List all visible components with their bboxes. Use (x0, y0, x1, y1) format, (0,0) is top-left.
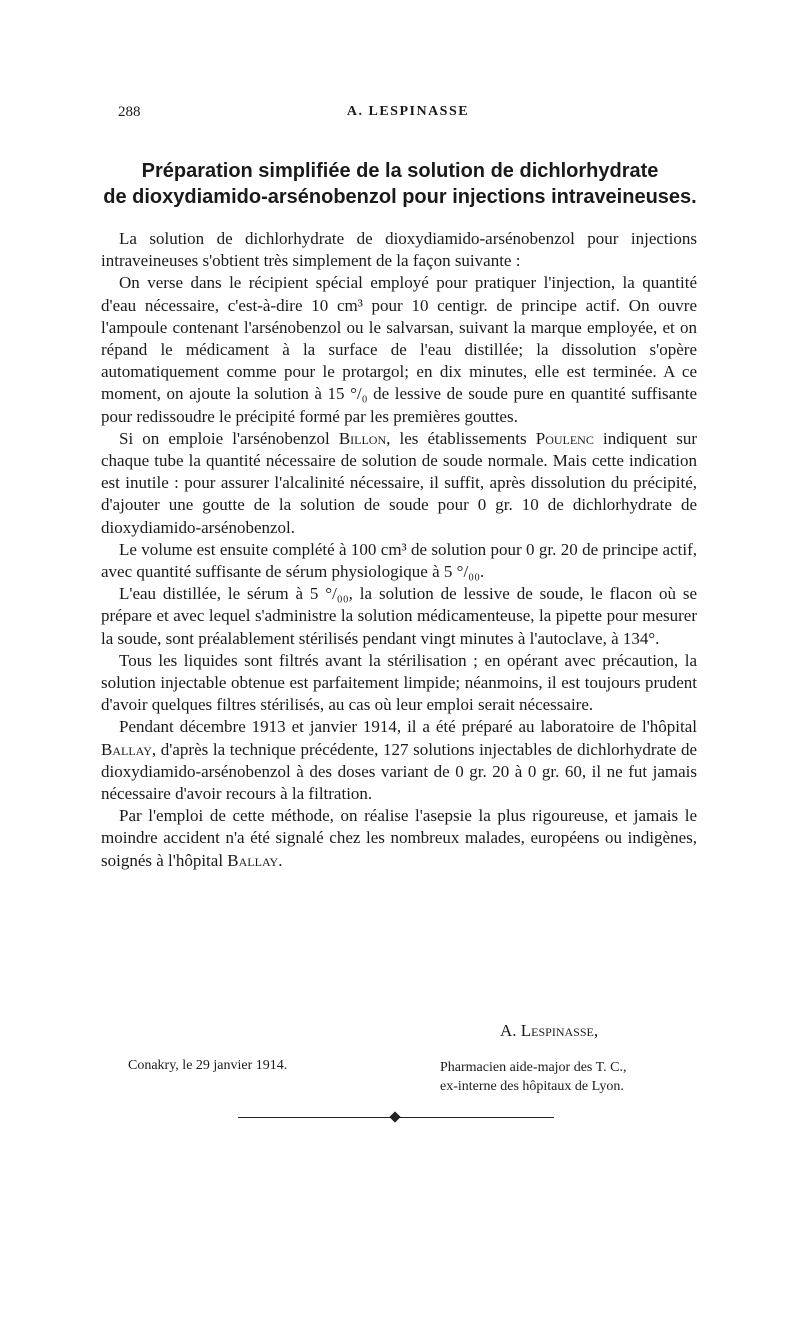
poulenc-name: Poulenc (535, 428, 594, 448)
diamond-icon (389, 1111, 400, 1122)
article-title (100, 158, 700, 210)
title-line-2: de dioxydiamido-arsénobenzol pour injections intraveineuses. (103, 186, 697, 208)
running-head: A. LESPINASSE (346, 104, 470, 119)
signature-title-line-2: ex-interne des hôpitaux de Lyon. (440, 1079, 624, 1094)
paragraph-8-text-b: . (278, 850, 283, 870)
paragraph-7-text-a: Pendant décembre 1913 et janvier 1914, il a été préparé au laboratoire de l'hôpital (119, 717, 697, 737)
paragraph-8-text-a: Par l'emploi de cette méthode, on réalise l'asepsie la plus rigoureuse, et jamais le moindre accident n'a été signalé chez les nombreux malades, européens ou indigènes, soignés à l'hôpital (101, 806, 697, 870)
paragraph-3 (101, 428, 697, 539)
paragraph-3-text-c: indiquent sur chaque tube la quantité nécessaire de solution de soude normale. Mais cette indication est inutile : pour assurer l'alcalinité nécessaire, il suffit, après dissolution du précipité, d'ajouter une goutte de la solution de soude pour 0 gr. 10 de dichlorhydrate de dioxydiamido-arsénobenzol. (101, 428, 698, 537)
paragraph-2: On verse dans le récipient spécial employé pour pratiquer l'injection, la quantité d'eau nécessaire, c'est-à-dire 10 cm³ pour 10 centigr. de principe actif. On ouvre l'ampoule contenant l'arsénobenzol ou le salvarsan, suivant la marque employée, et on répand le médicament à la surface de l'eau distillée; la dissolution s'opère automatiquement comme pour le protargol; en dix minutes, elle est terminée. A ce moment, on ajoute la solution à 15 °/₀ de lessive de soude pure en quantité suffisante pour redissoudre le précipité formé par les premières gouttes. (101, 273, 697, 426)
paragraph-3-text-b: , les établissements (386, 428, 527, 448)
article-body (101, 228, 697, 872)
billon-name: Billon (338, 428, 387, 448)
paragraph-6: Tous les liquides sont filtrés avant la stérilisation ; en opérant avec précaution, la solution injectable obtenue est parfaitement limpide; néanmoins, il est toujours prudent d'avoir quelques filtres stérilisés, au cas où leur emploi serait nécessaire. (101, 650, 697, 715)
paragraph-1: La solution de dichlorhydrate de dioxydiamido-arsénobenzol pour injections intraveineuses s'obtient très simplement de la façon suivante : (101, 229, 697, 271)
ballay-name: Ballay (101, 739, 152, 759)
signature-title-line-1: Pharmacien aide-major des T. C., (440, 1060, 627, 1075)
paragraph-7 (101, 716, 697, 805)
paragraph-7-text-b: , d'après la technique précédente, 127 solutions injectables de dichlorhydrate de dioxydiamido-arsénobenzol à des doses variant de 0 gr. 20 à 0 gr. 60, il ne fut jamais nécessaire d'avoir recours à la filtration. (101, 739, 697, 804)
signature-name: A. Lespinasse, (500, 1021, 599, 1040)
end-separator (238, 1117, 554, 1119)
paragraph-8 (101, 805, 697, 872)
page-header (118, 104, 698, 128)
ballay-name-2: Ballay (227, 850, 279, 870)
page-number: 288 (118, 104, 141, 120)
title-line-1: Préparation simplifiée de la solution de dichlorhydrate (141, 160, 659, 182)
place-date: Conakry, le 29 janvier 1914. (128, 1058, 288, 1073)
paragraph-4: Le volume est ensuite complété à 100 cm³ de solution pour 0 gr. 20 de principe actif, avec quantité suffisante de sérum physiologique à 5 °/₀₀. (101, 539, 697, 582)
paragraph-3-text-a: Si on emploie l'arsénobenzol (119, 428, 330, 448)
paragraph-5: L'eau distillée, le sérum à 5 °/₀₀, la solution de lessive de soude, le flacon où se prépare et avec lequel s'administre la solution médicamenteuse, la pipette pour mesurer la soude, sont préalablement stérilisés pendant vingt minutes à l'autoclave, à 134°. (101, 584, 697, 648)
signature-title (440, 1058, 626, 1096)
